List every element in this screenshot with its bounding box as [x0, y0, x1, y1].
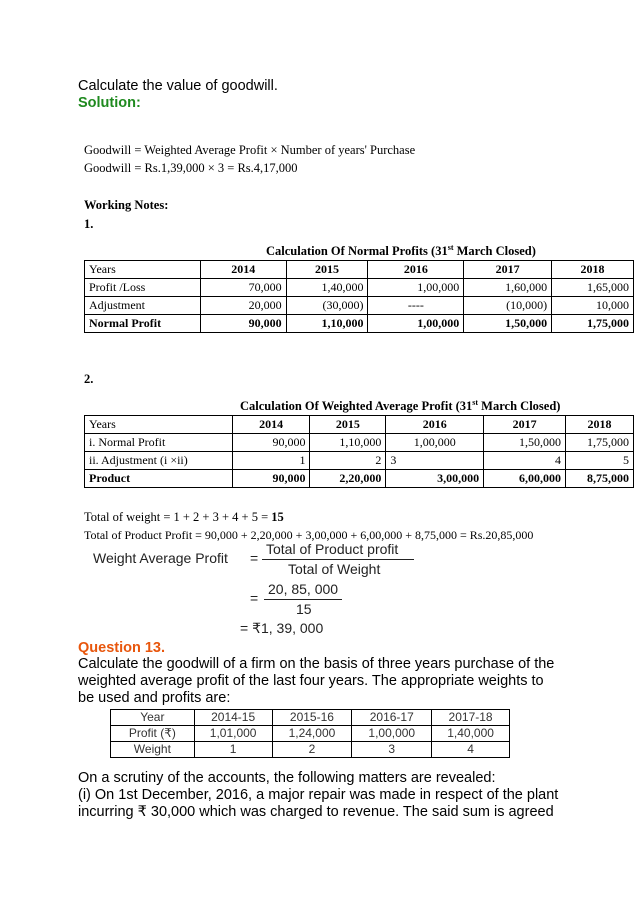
table2-header-year: 2016: [386, 416, 484, 434]
table-cell: 4: [484, 452, 566, 470]
table-cell: 1: [232, 452, 310, 470]
table-cell: 1,75,000: [552, 315, 634, 333]
table-cell: 1,65,000: [552, 279, 634, 297]
total-of-weight: Total of weight = 1 + 2 + 3 + 4 + 5 = 15: [84, 510, 284, 524]
table-row: [111, 726, 510, 742]
table-cell: 1,24,000: [272, 726, 352, 742]
table-cell: 2,20,000: [310, 470, 386, 488]
table-row-total: [85, 315, 634, 333]
scrutiny-text-line: (i) On 1st December, 2016, a major repair was made in respect of the plant: [78, 787, 559, 803]
weighted-average-result: = ₹1, 39, 000: [240, 620, 324, 636]
table1-header-year: 2017: [464, 261, 552, 279]
table-cell: 90,000: [232, 470, 310, 488]
table-cell: Weight: [111, 742, 195, 758]
table-cell: 1,00,000: [386, 434, 484, 452]
equals-sign: =: [250, 590, 259, 606]
table2-header-year: 2017: [484, 416, 566, 434]
table-cell: 1: [194, 742, 272, 758]
fraction-denominator: 15: [296, 601, 312, 617]
table-row: [111, 710, 510, 726]
table-cell: Profit (₹): [111, 726, 195, 742]
table1-caption: Calculation Of Normal Profits (31st March Closed): [266, 243, 536, 259]
weighted-average-label: Weight Average Profit: [93, 550, 228, 566]
row-label: ii. Adjustment (i ×ii): [85, 452, 233, 470]
table-cell: 2014-15: [194, 710, 272, 726]
table2-header-row: [85, 416, 634, 434]
table-row: [111, 742, 510, 758]
table-cell: 2: [272, 742, 352, 758]
table-row: [85, 452, 634, 470]
scrutiny-text-line: On a scrutiny of the accounts, the following matters are revealed:: [78, 770, 496, 786]
table-cell: 1,60,000: [464, 279, 552, 297]
table-cell: 90,000: [232, 434, 310, 452]
total-of-product-profit: Total of Product Profit = 90,000 + 2,20,000 + 3,00,000 + 6,00,000 + 8,75,000 = Rs.20,85,000: [84, 528, 534, 542]
table-cell: 2016-17: [352, 710, 432, 726]
goodwill-calculation: Goodwill = Rs.1,39,000 × 3 = Rs.4,17,000: [84, 161, 298, 175]
note-2-label: 2.: [84, 372, 94, 386]
table-cell: 2017-18: [432, 710, 510, 726]
table-cell: 1,50,000: [464, 315, 552, 333]
table-row: [85, 434, 634, 452]
table-cell: 1,40,000: [286, 279, 368, 297]
table1-header-year: 2016: [368, 261, 464, 279]
table1-header-year: 2014: [200, 261, 286, 279]
question-line: Calculate the value of goodwill.: [78, 78, 278, 94]
question-13-text-line: weighted average profit of the last four years. The appropriate weights to: [78, 673, 544, 689]
question-13-text-line: be used and profits are:: [78, 690, 231, 706]
table-cell: 1,00,000: [352, 726, 432, 742]
table1-header-row: [85, 261, 634, 279]
row-label: Profit /Loss: [85, 279, 201, 297]
row-label: Adjustment: [85, 297, 201, 315]
table-row-total: [85, 470, 634, 488]
table-cell: ----: [368, 297, 464, 315]
table-cell: 1,10,000: [286, 315, 368, 333]
table-cell: 4: [432, 742, 510, 758]
table-row: [85, 297, 634, 315]
table-cell: 3: [352, 742, 432, 758]
normal-profits-table: [84, 260, 634, 333]
table-cell: 70,000: [200, 279, 286, 297]
table1-header-year: 2015: [286, 261, 368, 279]
table-cell: 90,000: [200, 315, 286, 333]
table2-header-years: Years: [85, 416, 233, 434]
solution-label: Solution:: [78, 95, 141, 111]
table-cell: 1,50,000: [484, 434, 566, 452]
table1-header-year: 2018: [552, 261, 634, 279]
table2-caption: Calculation Of Weighted Average Profit (31st March Closed): [240, 398, 561, 414]
table-cell: 10,000: [552, 297, 634, 315]
table-cell: (10,000): [464, 297, 552, 315]
question-13-text-line: Calculate the goodwill of a firm on the basis of three years purchase of the: [78, 656, 555, 672]
fraction-numerator: 20, 85, 000: [268, 581, 339, 597]
table-row: [85, 279, 634, 297]
table-cell: 3: [386, 452, 484, 470]
weights-profits-table: [110, 709, 510, 758]
fraction-numerator: Total of Product profit: [266, 541, 399, 557]
table-cell: 1,00,000: [368, 315, 464, 333]
working-notes-heading: Working Notes:: [84, 198, 169, 212]
table2-header-year: 2014: [232, 416, 310, 434]
table1-header-years: Years: [85, 261, 201, 279]
table-cell: 8,75,000: [566, 470, 634, 488]
table-cell: 20,000: [200, 297, 286, 315]
table-cell: 5: [566, 452, 634, 470]
table2-header-year: 2015: [310, 416, 386, 434]
table-cell: 6,00,000: [484, 470, 566, 488]
table-cell: 1,01,000: [194, 726, 272, 742]
weighted-profit-table: [84, 415, 634, 488]
fraction-denominator: Total of Weight: [288, 561, 381, 577]
row-label: Normal Profit: [85, 315, 201, 333]
table-cell: 1,40,000: [432, 726, 510, 742]
question-13-title: Question 13.: [78, 640, 166, 656]
row-label: Product: [85, 470, 233, 488]
table-cell: 2: [310, 452, 386, 470]
table-cell: 3,00,000: [386, 470, 484, 488]
note-1-label: 1.: [84, 217, 94, 231]
equals-sign: =: [250, 550, 259, 566]
goodwill-formula: Goodwill = Weighted Average Profit × Number of years' Purchase: [84, 143, 416, 157]
table-cell: 1,75,000: [566, 434, 634, 452]
row-label: i. Normal Profit: [85, 434, 233, 452]
table-cell: 1,00,000: [368, 279, 464, 297]
scrutiny-text-line: incurring ₹ 30,000 which was charged to revenue. The said sum is agreed: [78, 804, 554, 820]
table-cell: Year: [111, 710, 195, 726]
table-cell: 2015-16: [272, 710, 352, 726]
table-cell: 1,10,000: [310, 434, 386, 452]
table2-header-year: 2018: [566, 416, 634, 434]
table-cell: (30,000): [286, 297, 368, 315]
